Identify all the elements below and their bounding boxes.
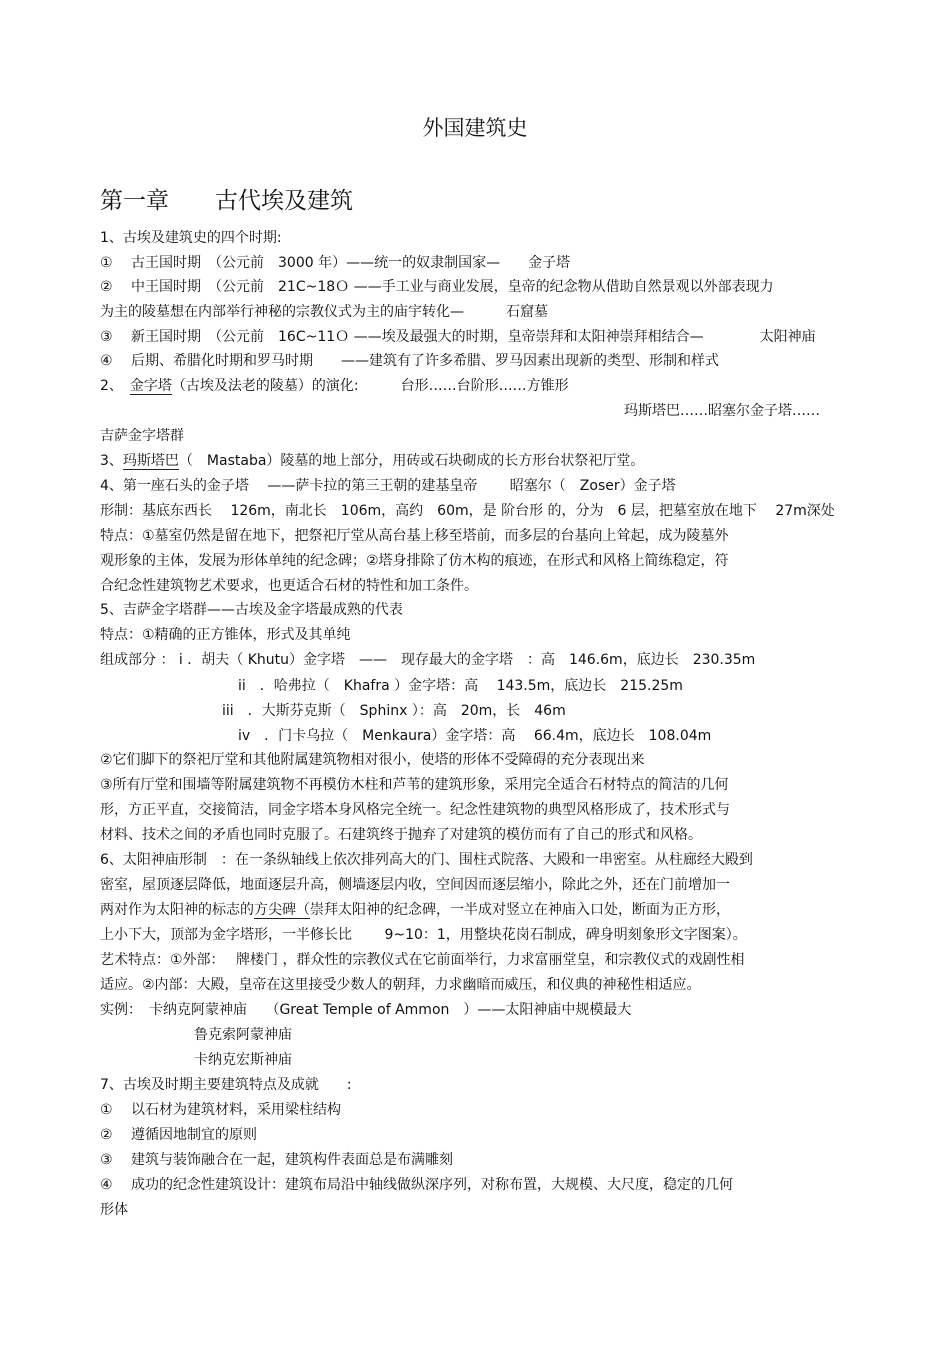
text-line: ③所有厅堂和围墙等附属建筑物不再模仿木柱和芦苇的建筑形象，采用完全适合石材特点的简洁的几何	[100, 777, 729, 793]
text-line: ③ 新王国时期 （公元前 16C~11Ｏ ——埃及最强大的时期，皇帝崇拜和太阳神崇拜相结合— 太阳神庙	[100, 329, 816, 345]
text-line	[100, 451, 644, 471]
text-line: 6、太阳神庙形制 ：在一条纵轴线上依次排列高大的门、围柱式院落、大殿和一串密室。从柱廊经大殿到	[100, 852, 753, 868]
text-line: 为主的陵墓想在内部举行神秘的宗教仪式为主的庙宇转化— 石窟墓	[100, 304, 548, 320]
text-line: 玛斯塔巴……昭塞尔金子塔……	[624, 403, 820, 419]
text-line: ② 中王国时期 （公元前 21C~18Ｏ ——手工业与商业发展，皇帝的纪念物从借助自然景观以外部表现力	[100, 279, 774, 295]
text-line: ii ．哈弗拉（ Khafra ）金字塔：高 143.5m，底边长 215.25m	[238, 678, 683, 694]
line-text: 崇拜太阳神的纪念碑，一半成对竖立在神庙入口处，断面为正方形，	[310, 902, 730, 918]
text-line: 5、吉萨金字塔群——古埃及金字塔最成熟的代表	[100, 602, 403, 618]
text-line: 4、第一座石头的金子塔 ——萨卡拉的第三王朝的建基皇帝 昭塞尔（ Zoser）金子塔	[100, 478, 676, 494]
text-line: 密室，屋顶逐层降低，地面逐层升高，侧墙逐层内收，空间因而逐层缩小，除此之外，还在门前增加一	[100, 877, 730, 893]
underlined-term: 玛斯塔巴	[122, 453, 179, 469]
text-line: ① 古王国时期 （公元前 3000 年）——统一的奴隶制国家— 金子塔	[100, 255, 571, 271]
line-text: （ Mastaba）陵墓的地上部分，用砖或石块砌成的长方形台状祭祀厅堂。	[178, 453, 645, 469]
text-line: 组成部分 ： i ．胡夫（ Khutu）金字塔 —— 现存最大的金字塔 ：高 146.6m，底边长 230.35m	[100, 652, 756, 668]
line-number: 2、	[100, 378, 130, 394]
text-line: 形制：基底东西长 126m，南北长 106m，高约 60m，是 阶台形 的，分为 6 层，把墓室放在地下 27m深处	[100, 503, 835, 519]
text-line: 吉萨金字塔群	[100, 428, 184, 444]
text-line: ②它们脚下的祭祀厅堂和其他附属建筑物相对很小，使塔的形体不受障碍的充分表现出来	[100, 752, 645, 768]
text-line: 形，方正平直，交接简洁，同金字塔本身风格完全统一。纪念性建筑物的典型风格形成了，技术形式与	[100, 802, 730, 818]
text-line: 特点：①精确的正方锥体，形式及其单纯	[100, 627, 351, 643]
text-line: 鲁克索阿蒙神庙	[194, 1027, 292, 1043]
text-line: ③ 建筑与装饰融合在一起，建筑构件表面总是布满雕刻	[100, 1152, 453, 1168]
text-line: 艺术特点：①外部： 牌楼门 ，群众性的宗教仪式在它前面举行，力求富丽堂皇，和宗教仪式的戏剧性相	[100, 952, 745, 968]
text-line: 合纪念性建筑物艺术要求，也更适合石材的特性和加工条件。	[100, 578, 478, 594]
text-line: ② 遵循因地制宜的原则	[100, 1127, 258, 1143]
underlined-term: 金字塔	[129, 378, 172, 394]
text-line: iv ．门卡乌拉（ Menkaura）金字塔：高 66.4m，底边长 108.04m	[238, 728, 712, 744]
underlined-term: 方尖碑（	[254, 902, 310, 918]
text-line: 观形象的主体，发展为形体单纯的纪念碑；②塔身排除了仿木构的痕迹，在形式和风格上简练稳定，符	[100, 553, 729, 569]
chapter-heading: 第一章 古代埃及建筑	[100, 188, 353, 214]
text-line	[100, 376, 569, 396]
line-text: 两对作为太阳神的标志的	[100, 902, 254, 918]
text-line: 上小下大，顶部为金字塔形，一半修长比 9~10：1，用整块花岗石制成，碑身明刻象形文字图案）。	[100, 927, 747, 943]
text-line: 卡纳克宏斯神庙	[194, 1052, 292, 1068]
document-title: 外国建筑史	[422, 116, 528, 140]
text-line: 7、古埃及时期主要建筑特点及成就 :	[100, 1077, 352, 1093]
line-number: 3、	[100, 453, 123, 469]
text-line: 适应。②内部：大殿，皇帝在这里接受少数人的朝拜，力求幽暗而威压，和仪典的神秘性相适应。	[100, 977, 701, 993]
line-text: （古埃及法老的陵墓）的演化: 台形……台阶形……方锥形	[171, 378, 569, 394]
text-line: 1、古埃及建筑史的四个时期:	[100, 230, 282, 246]
text-line: ④ 后期、希腊化时期和罗马时期 ——建筑有了许多希腊、罗马因素出现新的类型、形制和样式	[100, 353, 719, 369]
text-line: ① 以石材为建筑材料，采用梁柱结构	[100, 1102, 341, 1118]
text-line	[100, 900, 730, 920]
text-line: ④ 成功的纪念性建筑设计：建筑布局沿中轴线做纵深序列，对称布置，大规模、大尺度，稳定的几何	[100, 1177, 733, 1193]
text-line: 形体	[100, 1202, 128, 1218]
text-line: 实例： 卡纳克阿蒙神庙 （Great Temple of Ammon ）——太阳神庙中规模最大	[100, 1002, 632, 1018]
text-line: iii ．大斯芬克斯（ Sphinx ）：高 20m，长 46m	[222, 703, 566, 719]
text-line: 特点：①墓室仍然是留在地下，把祭祀厅堂从高台基上移至塔前，而多层的台基向上耸起，成为陵墓外	[100, 528, 729, 544]
text-line: 材料、技术之间的矛盾也同时克服了。石建筑终于抛弃了对建筑的模仿而有了自己的形式和风格。	[100, 827, 702, 843]
